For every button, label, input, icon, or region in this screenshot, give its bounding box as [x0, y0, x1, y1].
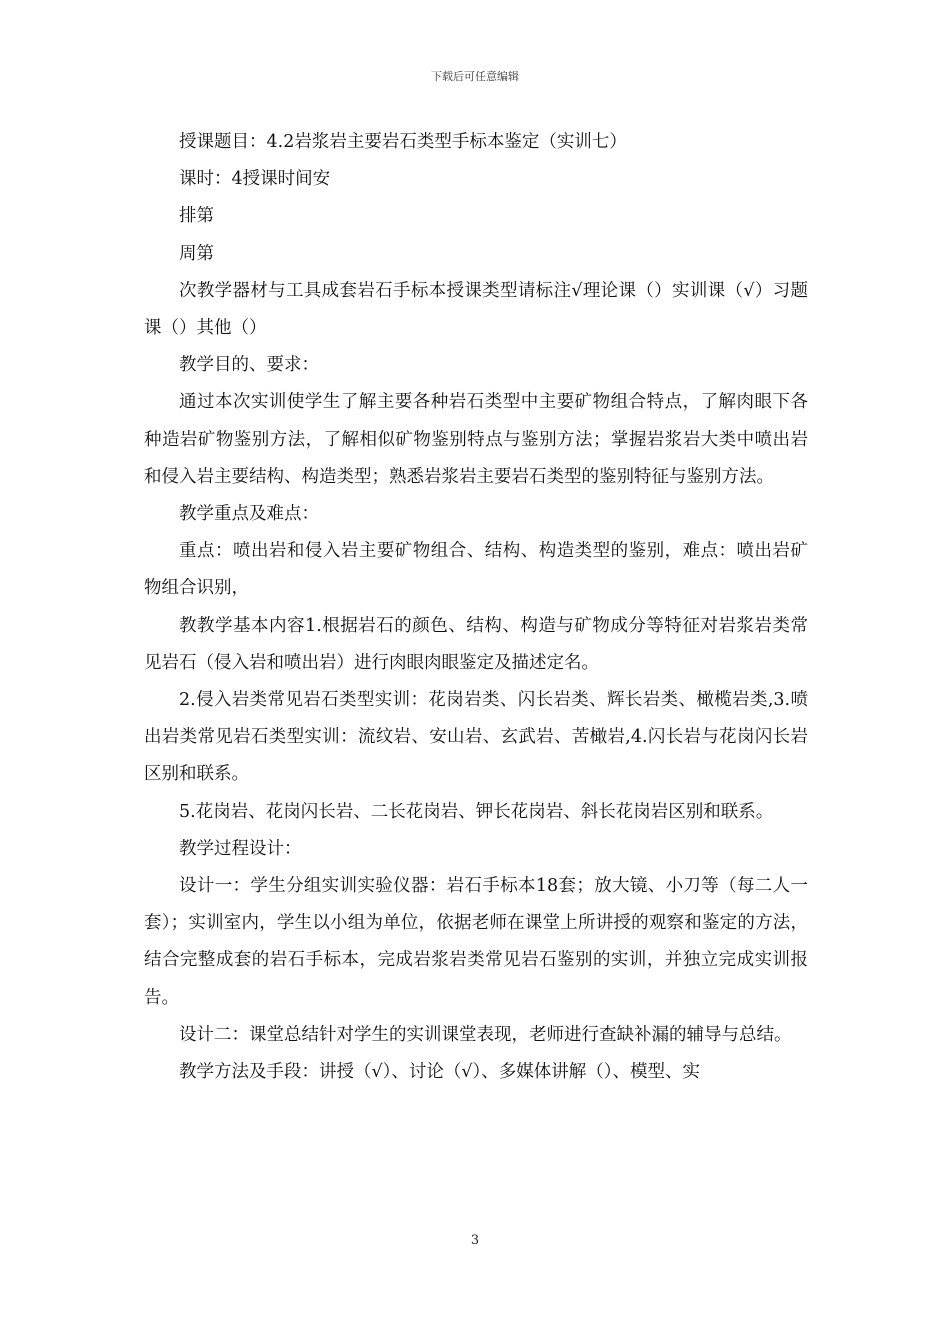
content-item-2-4: 2.侵入岩类常见岩石类型实训：花岗岩类、闪长岩类、辉长岩类、橄榄岩类,3.喷出岩类常见岩石类型实训：流纹岩、安山岩、玄武岩、苦橄岩,4.闪长岩与花岗闪长岩区别和联系。 — [144, 690, 808, 785]
objectives-heading: 教学目的、要求： — [179, 355, 319, 376]
content-item-5: 5.花岗岩、花岗闪长岩、二长花岗岩、钾长花岗岩、斜长花岗岩区别和联系。 — [179, 801, 774, 822]
schedule-line-2: 周第 — [179, 243, 214, 264]
key-points-body: 重点：喷出岩和侵入岩主要矿物组合、结构、构造类型的鉴别，难点：喷出岩矿物组合识别， — [144, 541, 808, 599]
lesson-title: 授课题目：4.2岩浆岩主要岩石类型手标本鉴定（实训七） — [179, 132, 627, 152]
page-header: 下载后可任意编辑 — [431, 70, 519, 83]
body-text — [144, 124, 808, 1091]
key-points-heading: 教学重点及难点： — [179, 504, 319, 525]
teaching-methods: 教学方法及手段：讲授（√）、讨论（√）、多媒体讲解（）、模型、实 — [179, 1062, 701, 1083]
content-item-1: 教教学基本内容1.根据岩石的颜色、结构、构造与矿物成分等特征对岩浆岩类常见岩石（侵入岩和喷出岩）进行肉眼肉眼鉴定及描述定名。 — [144, 615, 808, 673]
lesson-hours: 课时：4授课时间安 — [179, 169, 331, 190]
design-one: 设计一：学生分组实训实验仪器：岩石手标本18套；放大镜、小刀等（每二人一套）；实训室内，学生以小组为单位，依据老师在课堂上所讲授的观察和鉴定的方法，结合完整成套的岩石手标本，完成岩浆岩类常见岩石鉴别的实训，并独立完成实训报告。 — [144, 876, 808, 1008]
materials-and-course-type: 次教学器材与工具成套岩石手标本授课类型请标注√理论课（）实训课（√）习题课（）其他（） — [144, 280, 808, 339]
process-design-heading: 教学过程设计： — [179, 838, 302, 859]
objectives-body: 通过本次实训使学生了解主要各种岩石类型中主要矿物组合特点，了解肉眼下各种造岩矿物鉴别方法，了解相似矿物鉴别特点与鉴别方法；掌握岩浆岩大类中喷出岩和侵入岩主要结构、构造类型；熟悉岩浆岩主要岩石类型的鉴别特征与鉴别方法。 — [144, 392, 808, 487]
schedule-line-1: 排第 — [179, 206, 214, 227]
page-number: 3 — [470, 1233, 480, 1248]
design-two: 设计二：课堂总结针对学生的实训课堂表现，老师进行查缺补漏的辅导与总结。 — [179, 1024, 792, 1045]
